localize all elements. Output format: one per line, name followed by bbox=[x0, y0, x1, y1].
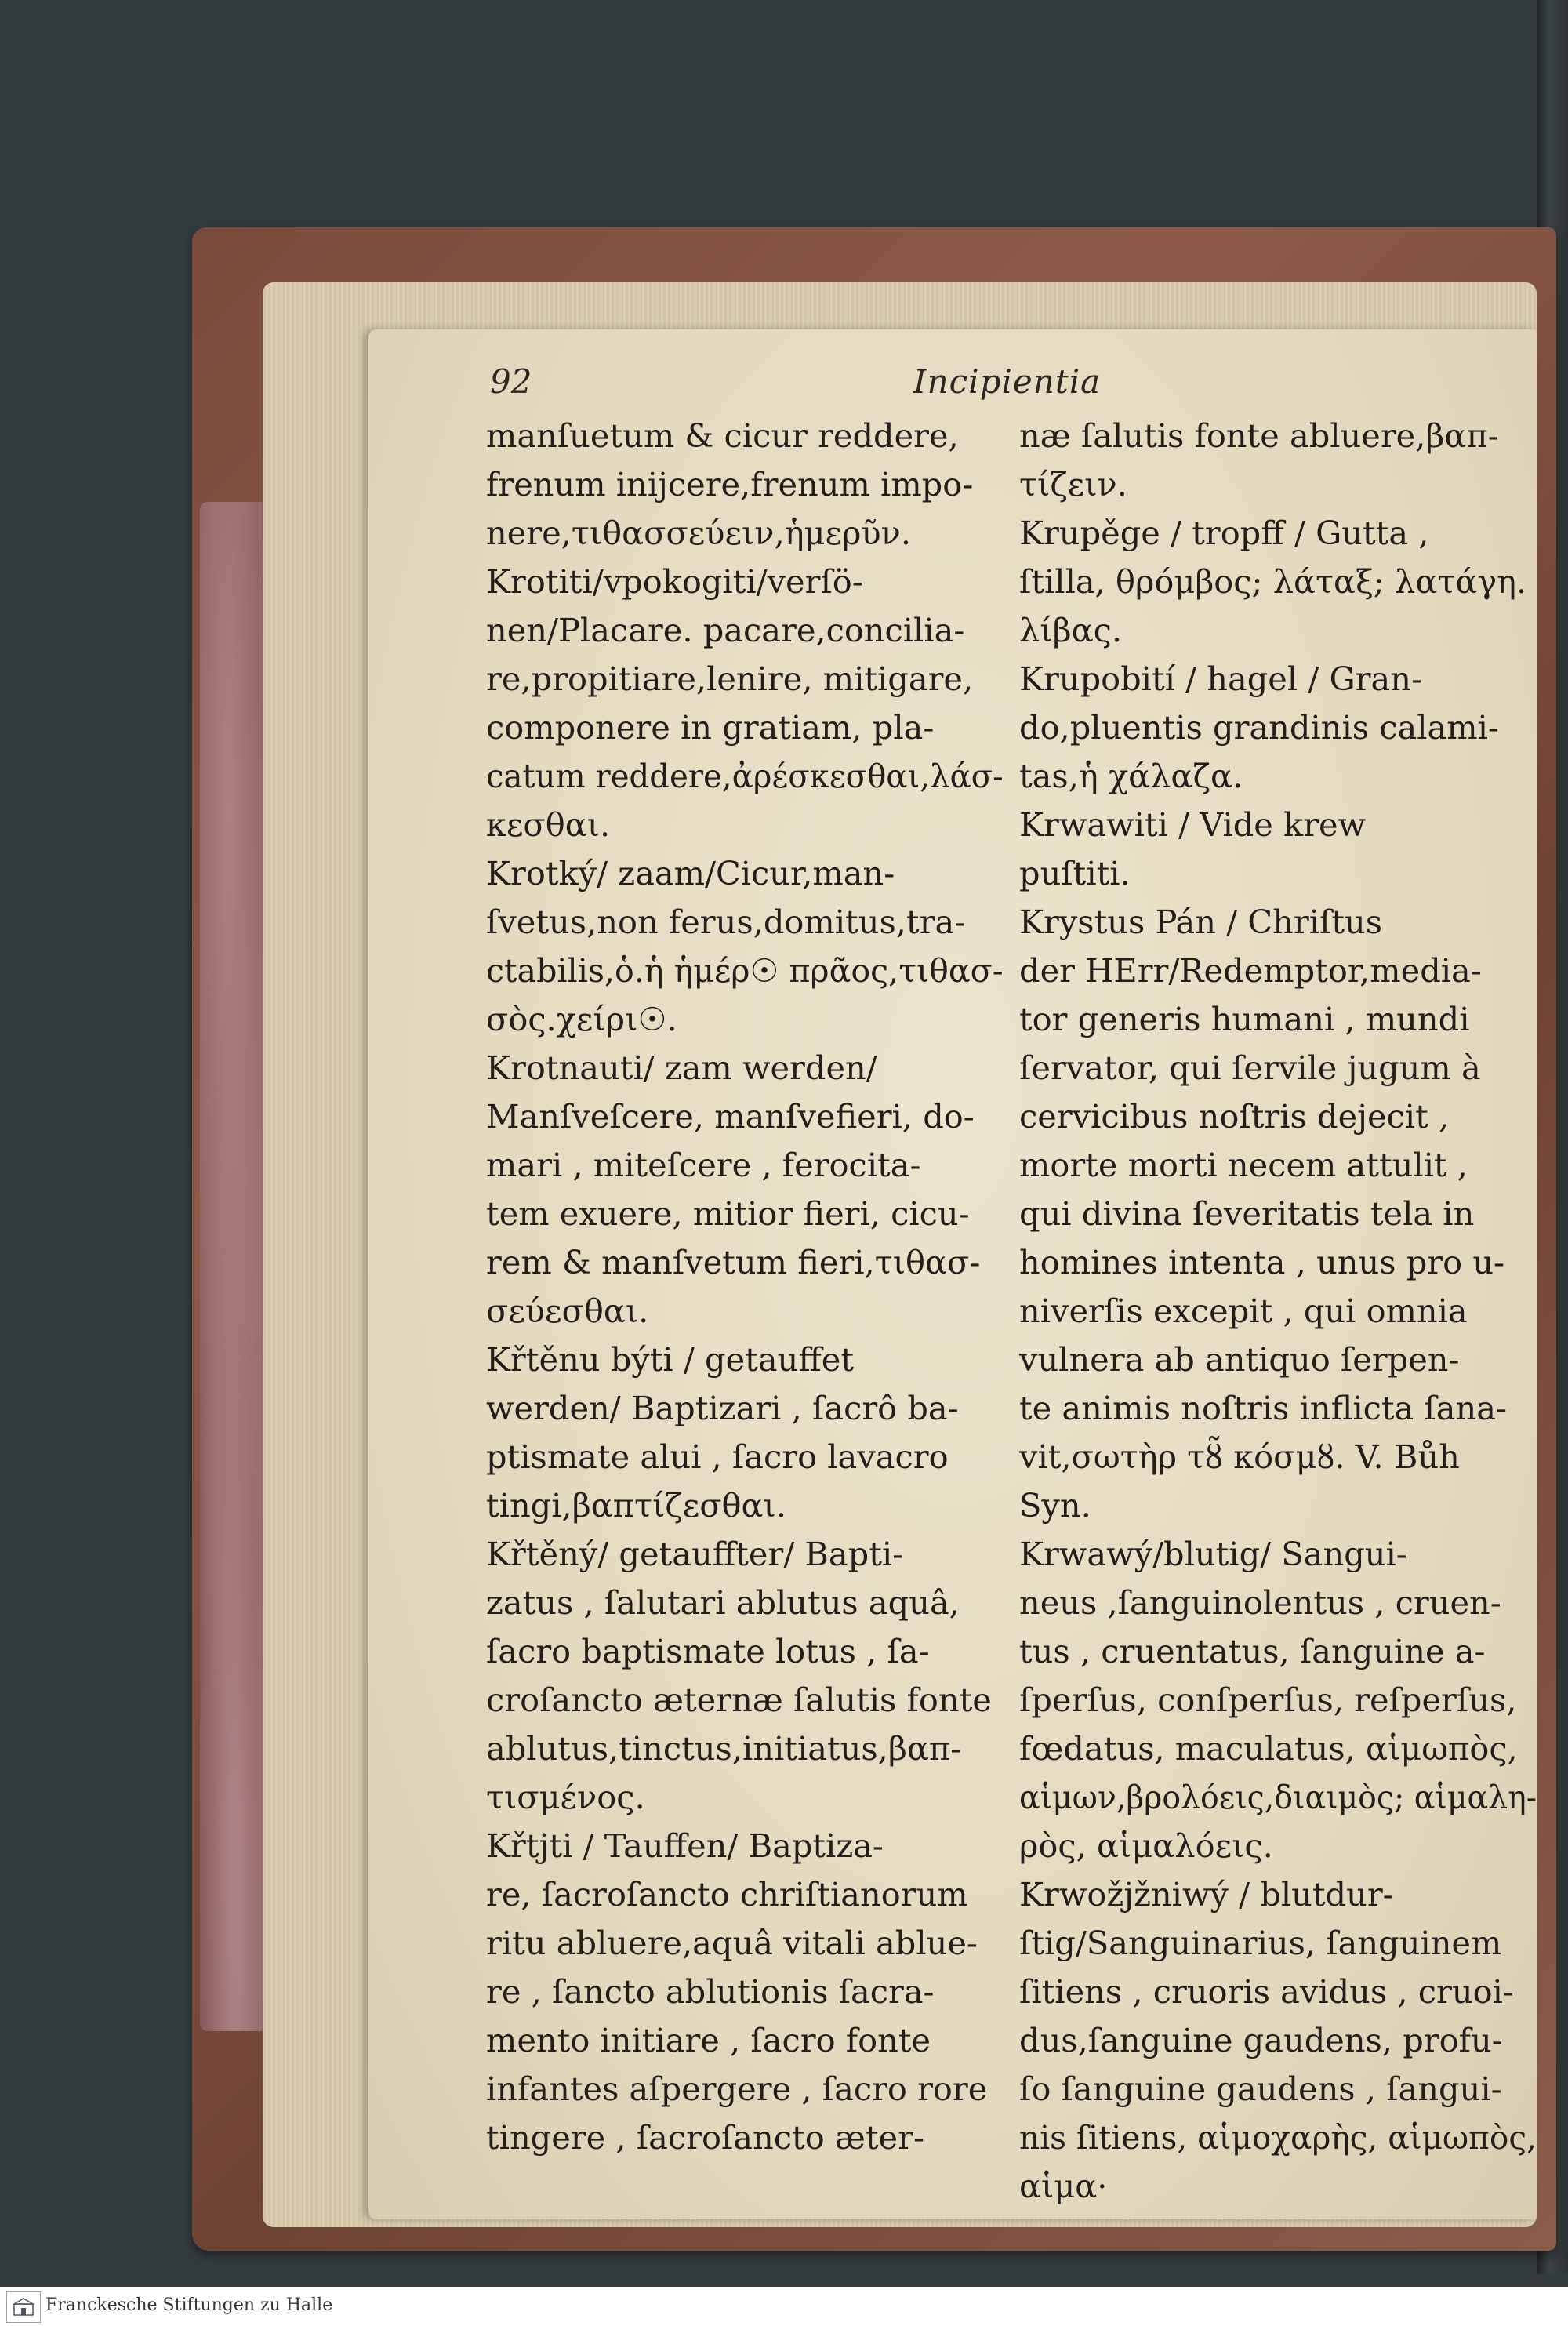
page-number: 92 bbox=[490, 362, 532, 401]
text-line: tus , cruentatus, ſanguine a- bbox=[1019, 1632, 1486, 1670]
text-line: qui divina ſeveritatis tela in bbox=[1019, 1194, 1475, 1233]
text-line: Krotký/ zaam/Cicur,man- bbox=[486, 854, 895, 892]
text-line: homines intenta , unus pro u- bbox=[1019, 1243, 1505, 1281]
page-header bbox=[490, 362, 1533, 409]
text-line: dus,ſanguine gaudens, profu- bbox=[1019, 2021, 1503, 2059]
text-line: αἱμων,βρολόεις,διαιμὸς; αἱμαλη- bbox=[1019, 1778, 1537, 1816]
text-line: Krupěge / tropff / Gutta , bbox=[1019, 514, 1429, 552]
text-line: Krystus Pán / Chriſtus bbox=[1019, 903, 1383, 941]
text-line: nen/Placare. pacare,concilia- bbox=[486, 611, 965, 649]
text-line: κεσθαι. bbox=[486, 805, 611, 844]
text-line: ablutus,tinctus,initiatus,βαπ- bbox=[486, 1729, 962, 1768]
text-line: vulnera ab antiquo ſerpen- bbox=[1019, 1340, 1460, 1379]
text-line: tingi,βαπτίζεσθαι. bbox=[486, 1486, 787, 1525]
text-line: ſtig/Sanguinarius, ſanguinem bbox=[1019, 1924, 1502, 1962]
text-line: Krwožjžniwý / blutdur- bbox=[1019, 1875, 1394, 1913]
text-line: αἱμα· bbox=[1019, 2167, 1108, 2205]
text-line: Krwawý/blutig/ Sangui- bbox=[1019, 1535, 1407, 1573]
text-line: Křtěnu býti / getauffet bbox=[486, 1340, 855, 1379]
text-line: Krwawiti / Vide krew bbox=[1019, 805, 1367, 844]
text-line: Křtjti / Tauffen/ Baptiza- bbox=[486, 1826, 884, 1865]
text-line: re , ſancto ablutionis ſacra- bbox=[486, 1972, 935, 2011]
text-line: componere in gratiam, pla- bbox=[486, 708, 935, 747]
text-line: werden/ Baptizari , ſacrô ba- bbox=[486, 1389, 959, 1427]
text-line: nis ſitiens, αἱμοχαρὴς, αἱμωπὸς, bbox=[1019, 2118, 1537, 2157]
text-line: ρὸς, αἱμαλόεις. bbox=[1019, 1826, 1273, 1865]
text-line: tas,ἡ χάλαζα. bbox=[1019, 757, 1243, 795]
running-head: Incipientia bbox=[913, 362, 1102, 401]
text-line: Krotiti/vpokogiti/verſö- bbox=[486, 562, 863, 601]
text-line: ſperſus, conſperſus, reſperſus, bbox=[1019, 1681, 1517, 1719]
text-line: σὸς.χείρι☉. bbox=[486, 1000, 677, 1038]
text-line: manſuetum & cicur reddere, bbox=[486, 416, 959, 455]
right-column bbox=[1019, 412, 1537, 2211]
text-line: tem exuere, mitior fieri, cicu- bbox=[486, 1194, 970, 1233]
text-line: zatus , ſalutari ablutus aquâ, bbox=[486, 1583, 960, 1622]
text-line: re, ſacroſancto chriſtianorum bbox=[486, 1875, 968, 1913]
text-line: vit,σωτὴρ τȣ̃ κόσμȣ. V. Bůh bbox=[1019, 1437, 1460, 1476]
text-line: ptismate alui , ſacro lavacro bbox=[486, 1437, 949, 1476]
text-line: der HErr/Redemptor,media- bbox=[1019, 951, 1482, 990]
text-line: re,propitiare,lenire, mitigare, bbox=[486, 660, 974, 698]
text-line: niverſis excepit , qui omnia bbox=[1019, 1292, 1468, 1330]
text-line: rem & manſvetum fieri,τιθασ- bbox=[486, 1243, 981, 1281]
text-line: σεύεσθαι. bbox=[486, 1292, 649, 1330]
text-line: nere,τιθασσεύειν,ἡμερῦν. bbox=[486, 514, 912, 552]
text-line: tingere , ſacroſancto æter- bbox=[486, 2118, 924, 2157]
text-line: croſancto æternæ ſalutis fonte bbox=[486, 1681, 992, 1719]
text-line: frenum inijcere,frenum impo- bbox=[486, 465, 974, 503]
left-column bbox=[486, 412, 1004, 2162]
text-line: neus ,ſanguinolentus , cruen- bbox=[1019, 1583, 1501, 1622]
text-line: ſitiens , cruoris avidus , cruoi- bbox=[1019, 1972, 1514, 2011]
text-line: mari , miteſcere , ferocita- bbox=[486, 1146, 921, 1184]
text-line: te animis noſtris inflicta ſana- bbox=[1019, 1389, 1508, 1427]
text-line: catum reddere,ἀρέσκεσθαι,λάσ- bbox=[486, 757, 1004, 795]
text-line: τισμένος. bbox=[486, 1778, 645, 1816]
text-line: Krupobití / hagel / Gran- bbox=[1019, 660, 1422, 698]
text-line: tor generis humani , mundi bbox=[1019, 1000, 1470, 1038]
text-line: Křtěný/ getauffter/ Bapti- bbox=[486, 1535, 904, 1573]
text-line: næ ſalutis fonte abluere,βαπ- bbox=[1019, 416, 1499, 455]
text-line: ſvetus,non ferus,domitus,tra- bbox=[486, 903, 966, 941]
text-line: cervicibus noſtris dejecit , bbox=[1019, 1097, 1450, 1136]
text-line: Syn. bbox=[1019, 1486, 1091, 1525]
franckesche-stiftungen-logo-icon bbox=[6, 2291, 41, 2323]
text-line: puſtiti. bbox=[1019, 854, 1131, 892]
text-line: morte morti necem attulit , bbox=[1019, 1146, 1468, 1184]
text-line: fœdatus, maculatus, αἱμωπὸς, bbox=[1019, 1729, 1518, 1768]
text-line: ſtilla, θρόμβος; λάταξ; λατάγη. bbox=[1019, 562, 1527, 601]
text-line: λίβας. bbox=[1019, 611, 1123, 649]
text-line: do,pluentis grandinis calami- bbox=[1019, 708, 1499, 747]
text-line: τίζειν. bbox=[1019, 465, 1127, 503]
text-line: ctabilis,ὁ.ἡ ἡμέρ☉ πρᾶος,τιθασ- bbox=[486, 951, 1004, 990]
text-line: ſacro baptismate lotus , ſa- bbox=[486, 1632, 930, 1670]
footer-text: Franckesche Stiftungen zu Halle bbox=[45, 2295, 333, 2315]
text-line: infantes aſpergere , ſacro rore bbox=[486, 2070, 988, 2108]
text-line: Krotnauti/ zam werden/ bbox=[486, 1049, 877, 1087]
text-line: mento initiare , ſacro fonte bbox=[486, 2021, 931, 2059]
text-line: ſo ſanguine gaudens , ſangui- bbox=[1019, 2070, 1502, 2108]
text-line: Manſveſcere, manſvefieri, do- bbox=[486, 1097, 975, 1136]
text-line: ritu abluere,aquâ vitali ablue- bbox=[486, 1924, 978, 1962]
text-line: ſervator, qui ſervile jugum à bbox=[1019, 1049, 1481, 1087]
